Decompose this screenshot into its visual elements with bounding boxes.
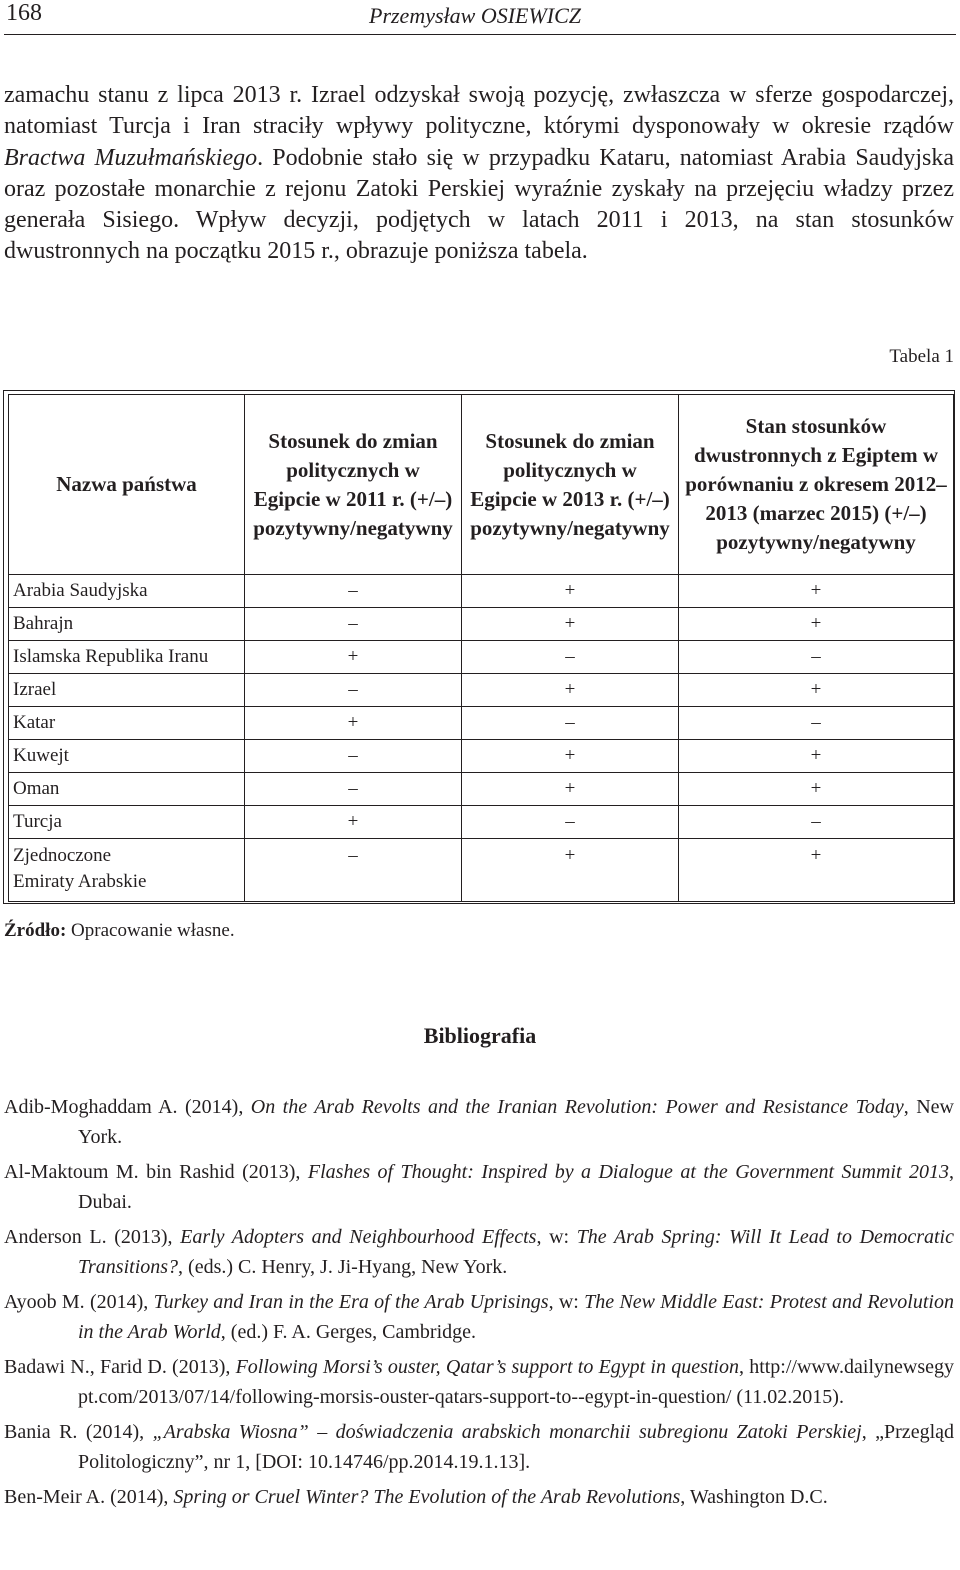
bibliography-entry xyxy=(4,1417,954,1477)
country-cell: Izrael xyxy=(9,674,245,707)
value-2011: – xyxy=(245,575,462,608)
value-2013: + xyxy=(462,839,679,902)
bibliography-entry xyxy=(4,1157,954,1217)
value-2013: + xyxy=(462,608,679,641)
value-2011: – xyxy=(245,674,462,707)
entry-connector: , w: xyxy=(536,1226,577,1248)
table-header-row xyxy=(9,395,954,575)
entry-publication: , New York. xyxy=(78,1096,954,1148)
country-cell: Zjednoczone Emiraty Arabskie xyxy=(9,839,245,902)
bibliography-title: Bibliografia xyxy=(423,1023,537,1048)
entry-publication: , (eds.) C. Henry, J. Ji-Hyang, New York. xyxy=(178,1256,508,1278)
table-label: Tabela 1 xyxy=(889,346,954,367)
table-row xyxy=(9,707,954,740)
value-2013: – xyxy=(462,806,679,839)
table-frame xyxy=(3,390,955,904)
table-row xyxy=(9,608,954,641)
country-cell: Kuwejt xyxy=(9,740,245,773)
bibliography-list xyxy=(4,1092,954,1517)
entry-author: Adib-Moghaddam A. (2014), xyxy=(4,1096,251,1118)
source-label: Źródło: xyxy=(4,920,67,941)
value-2013: + xyxy=(462,773,679,806)
country-cell: Islamska Republika Iranu xyxy=(9,641,245,674)
country-cell: Oman xyxy=(9,773,245,806)
country-cell: Turcja xyxy=(9,806,245,839)
entry-title: Spring or Cruel Winter? The Evolution of the Arab Revolutions xyxy=(173,1486,681,1508)
country-cell: Bahrajn xyxy=(9,608,245,641)
value-2015: + xyxy=(679,575,954,608)
value-2011: – xyxy=(245,773,462,806)
table-row xyxy=(9,740,954,773)
entry-title: Flashes of Thought: Inspired by a Dialogue at the Government Summit 2013 xyxy=(307,1161,949,1183)
value-2013: + xyxy=(462,740,679,773)
value-2015: + xyxy=(679,740,954,773)
entry-book-title: The Arab Spring: Will It Lead to Democratic Transitions? xyxy=(78,1226,954,1278)
value-2013: + xyxy=(462,674,679,707)
value-2015: + xyxy=(679,674,954,707)
bibliography-entry xyxy=(4,1222,954,1282)
bibliography-entry xyxy=(4,1287,954,1347)
intro-paragraph xyxy=(4,80,954,268)
table-row xyxy=(9,839,954,902)
table-source xyxy=(4,920,235,942)
table-row xyxy=(9,641,954,674)
value-2015: + xyxy=(679,839,954,902)
running-head: Przemysław OSIEWICZ xyxy=(369,3,582,28)
value-2011: + xyxy=(245,641,462,674)
intro-text-italic: Bractwa Muzułmańskiego xyxy=(4,144,258,171)
page-header xyxy=(4,0,956,35)
value-2011: – xyxy=(245,608,462,641)
value-2011: – xyxy=(245,740,462,773)
entry-publication: , Washington D.C. xyxy=(680,1486,828,1508)
entry-title: Early Adopters and Neighbourhood Effects xyxy=(180,1226,537,1248)
entry-author: Ben-Meir A. (2014), xyxy=(4,1486,174,1508)
intro-text-2: . Podobnie stało się w przypadku Kataru, natomiast Arabia Saudyjska oraz pozostałe monarchie z rejonu Zatoki Perskiej wyraźnie zyskały na przejęciu władzy przez generała Sisiego. Wpływ decyzji, podjętych w latach 2011 i 2013, na stan stosunków dwustronnych na początku 2015 r., obrazuje poniższa tabela. xyxy=(4,144,954,265)
entry-connector: , w: xyxy=(548,1291,585,1313)
entry-book-title: The New Middle East: Protest and Revolution in the Arab World xyxy=(78,1291,954,1343)
bibliography-entry xyxy=(4,1092,954,1152)
value-2013: – xyxy=(462,641,679,674)
entry-author: Ayoob M. (2014), xyxy=(4,1291,154,1313)
intro-text-1: zamachu stanu z lipca 2013 r. Izrael odzyskał swoją pozycję, zwłaszcza w sferze gospodarczej, natomiast Turcja i Iran straciły wpływy polityczne, którymi dysponowały w okresie rządów xyxy=(4,82,954,140)
entry-title: Following Morsi’s ouster, Qatar’s support to Egypt in question xyxy=(235,1356,739,1378)
entry-publication: , (ed.) F. A. Gerges, Cambridge. xyxy=(220,1321,477,1343)
page-number: 168 xyxy=(6,0,42,26)
value-2015: + xyxy=(679,773,954,806)
bibliography-entry xyxy=(4,1482,954,1512)
entry-publication: , „Przegląd Politologiczny”, nr 1, [DOI: 10.14746/pp.2014.19.1.13]. xyxy=(78,1421,954,1473)
table-row xyxy=(9,575,954,608)
entry-author: Al-Maktoum M. bin Rashid (2013), xyxy=(4,1161,308,1183)
entry-url: , http://www.dailynewsegypt.com/2013/07/14/following-morsis-ouster-qatars-support-to--egypt-in-question/ (11.02.2015). xyxy=(78,1356,954,1408)
value-2015: – xyxy=(679,641,954,674)
value-2015: – xyxy=(679,707,954,740)
bibliography-entry xyxy=(4,1352,954,1412)
value-2011: + xyxy=(245,806,462,839)
country-cell: Arabia Saudyjska xyxy=(9,575,245,608)
value-2013: + xyxy=(462,575,679,608)
entry-publication: , Dubai. xyxy=(78,1161,954,1213)
header-2013: Stosunek do zmian politycznych w Egipcie w 2013 r. (+/–) pozytywny/negatywny xyxy=(462,395,679,575)
entry-title: Turkey and Iran in the Era of the Arab Uprisings xyxy=(153,1291,549,1313)
country-cell: Katar xyxy=(9,707,245,740)
value-2015: – xyxy=(679,806,954,839)
table-row xyxy=(9,773,954,806)
value-2013: – xyxy=(462,707,679,740)
source-text: Opracowanie własne. xyxy=(66,920,235,941)
header-country: Nazwa państwa xyxy=(9,395,245,575)
value-2011: + xyxy=(245,707,462,740)
entry-title: On the Arab Revolts and the Iranian Revolution: Power and Resistance Today xyxy=(250,1096,904,1118)
entry-author: Anderson L. (2013), xyxy=(4,1226,181,1248)
table-row xyxy=(9,806,954,839)
header-2011: Stosunek do zmian politycznych w Egipcie w 2011 r. (+/–) pozytywny/negatywny xyxy=(245,395,462,575)
entry-author: Badawi N., Farid D. (2013), xyxy=(4,1356,236,1378)
value-2011: – xyxy=(245,839,462,902)
table-row xyxy=(9,674,954,707)
relations-table xyxy=(8,394,954,902)
header-2015: Stan stosunków dwustronnych z Egiptem w porównaniu z okresem 2012–2013 (marzec 2015) (+/–) pozytywny/negatywny xyxy=(679,395,954,575)
value-2015: + xyxy=(679,608,954,641)
entry-author: Bania R. (2014), xyxy=(4,1421,153,1443)
entry-title: „Arabska Wiosna” – doświadczenia arabskich monarchii subregionu Zatoki Perskiej xyxy=(152,1421,862,1443)
